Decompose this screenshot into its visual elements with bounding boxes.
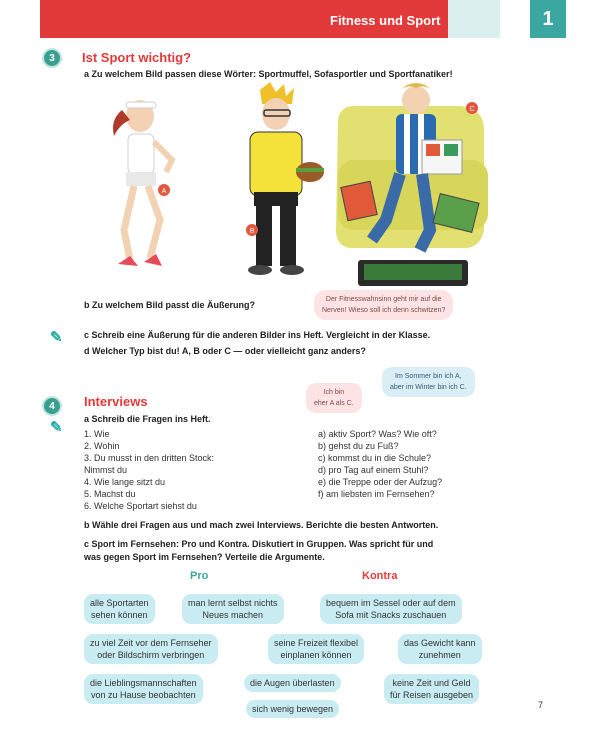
argument-chip [268,634,364,664]
task-3d: d Welcher Typ bist du! A, B oder C — oder vielleicht ganz anders? [84,346,366,356]
argument-chip [84,594,155,624]
argument-chip [84,674,203,704]
list-item: 5. Machst du [84,489,136,499]
label-B: B [249,228,255,235]
bubble-line: Im Sommer bin ich A, [395,373,462,380]
sport-types-illustration [100,80,500,290]
question-endings-list [318,428,442,500]
section-4-number: 4 [44,398,60,414]
task-4b: b Wähle drei Fragen aus und mach zwei Interviews. Berichte die besten Antworten. [84,520,439,530]
pencil-icon: ✎ [50,419,63,436]
argument-line: das Gewicht kann [404,638,476,648]
argument-chip [84,634,218,664]
argument-line: von zu Hause beobachten [91,690,196,700]
list-item: f) am liebsten im Fernsehen? [318,489,435,499]
argument-line: alle Sportarten [90,598,149,608]
argument-line: Neues machen [202,610,264,620]
task-3c: c Schreib eine Äußerung für die anderen Bilder ins Heft. Vergleicht in der Klasse. [84,330,431,340]
sofa-fan-figure [336,83,488,286]
argument-line: die Augen überlasten [250,678,335,688]
list-item: 3. Du musst in den dritten Stock: [84,453,215,463]
argument-chip [244,674,341,692]
argument-line: Sofa mit Snacks zuschauen [335,610,447,620]
pencil-icon: ✎ [50,329,63,346]
burger-man-figure [246,82,324,275]
list-item: c) kommst du in die Schule? [318,453,432,463]
header-accent-stripe [448,0,500,38]
argument-line: sehen können [90,610,148,620]
argument-line: die Lieblingsmannschaften [90,678,197,688]
argument-line: einplanen können [280,650,352,660]
list-item: e) die Treppe oder der Aufzug? [318,477,443,487]
list-item: 2. Wohin [84,441,120,451]
argument-chip [182,594,284,624]
argument-chip [246,700,339,718]
argument-line: zunehmen [418,650,461,660]
task-4a: a Schreib die Fragen ins Heft. [84,414,211,424]
section-4-title: Interviews [84,394,148,409]
list-item: 6. Welche Sportart siehst du [84,501,197,511]
pro-heading: Pro [190,570,209,582]
argument-chip [384,674,479,704]
list-item: a) aktiv Sport? Was? Wie oft? [318,429,437,439]
label-C: C [469,106,475,113]
list-item: Nimmst du [84,465,128,475]
page-number: 7 [538,700,544,710]
argument-line: bequem im Sessel oder auf dem [326,598,456,608]
argument-chip [398,634,482,664]
chapter-title: Fitness und Sport [330,13,441,28]
bubble-line: Nerven! Wieso soll ich denn schwitzen? [322,307,446,314]
argument-line: für Reisen ausgeben [390,690,474,700]
bubble-line: eher A als C. [314,400,354,407]
task-3b: b Zu welchem Bild passt die Äußerung? [84,300,256,310]
section-3-title: Ist Sport wichtig? [82,50,192,65]
section-3-number: 3 [44,50,60,66]
list-item: b) gehst du zu Fuß? [318,441,399,451]
label-A: A [161,188,167,195]
argument-line: seine Freizeit flexibel [274,638,359,648]
argument-chip [320,594,462,624]
question-starts-list [84,428,214,512]
argument-line: man lernt selbst nichts [188,598,278,608]
speech-bubble-right [382,367,475,397]
argument-line: zu viel Zeit vor dem Fernseher [90,638,212,648]
kontra-heading: Kontra [362,570,398,582]
speech-bubble-3b [314,290,453,320]
list-item: 4. Wie lange sitzt du [84,477,166,487]
argument-line: keine Zeit und Geld [392,678,471,688]
speech-bubble-left [306,383,362,413]
task-4c-line2: was gegen Sport im Fernsehen? Verteile die Argumente. [84,552,325,562]
argument-line: oder Bildschirm verbringen [97,650,205,660]
task-4c-line1: c Sport im Fernsehen: Pro und Kontra. Diskutiert in Gruppen. Was spricht für und [84,539,434,549]
bubble-line: Der Fitnesswahnsinn geht mir auf die [325,296,442,303]
task-3a: a Zu welchem Bild passen diese Wörter: Sportmuffel, Sofasportler und Sportfanatiker! [84,69,453,79]
list-item: 1. Wie [84,429,110,439]
unit-number: 1 [530,0,566,38]
list-item: d) pro Tag auf einem Stuhl? [318,465,429,475]
runner-figure [113,100,172,266]
bubble-line: Ich bin [323,389,345,396]
argument-line: sich wenig bewegen [252,704,334,714]
bubble-line: aber im Winter bin ich C. [390,384,467,391]
